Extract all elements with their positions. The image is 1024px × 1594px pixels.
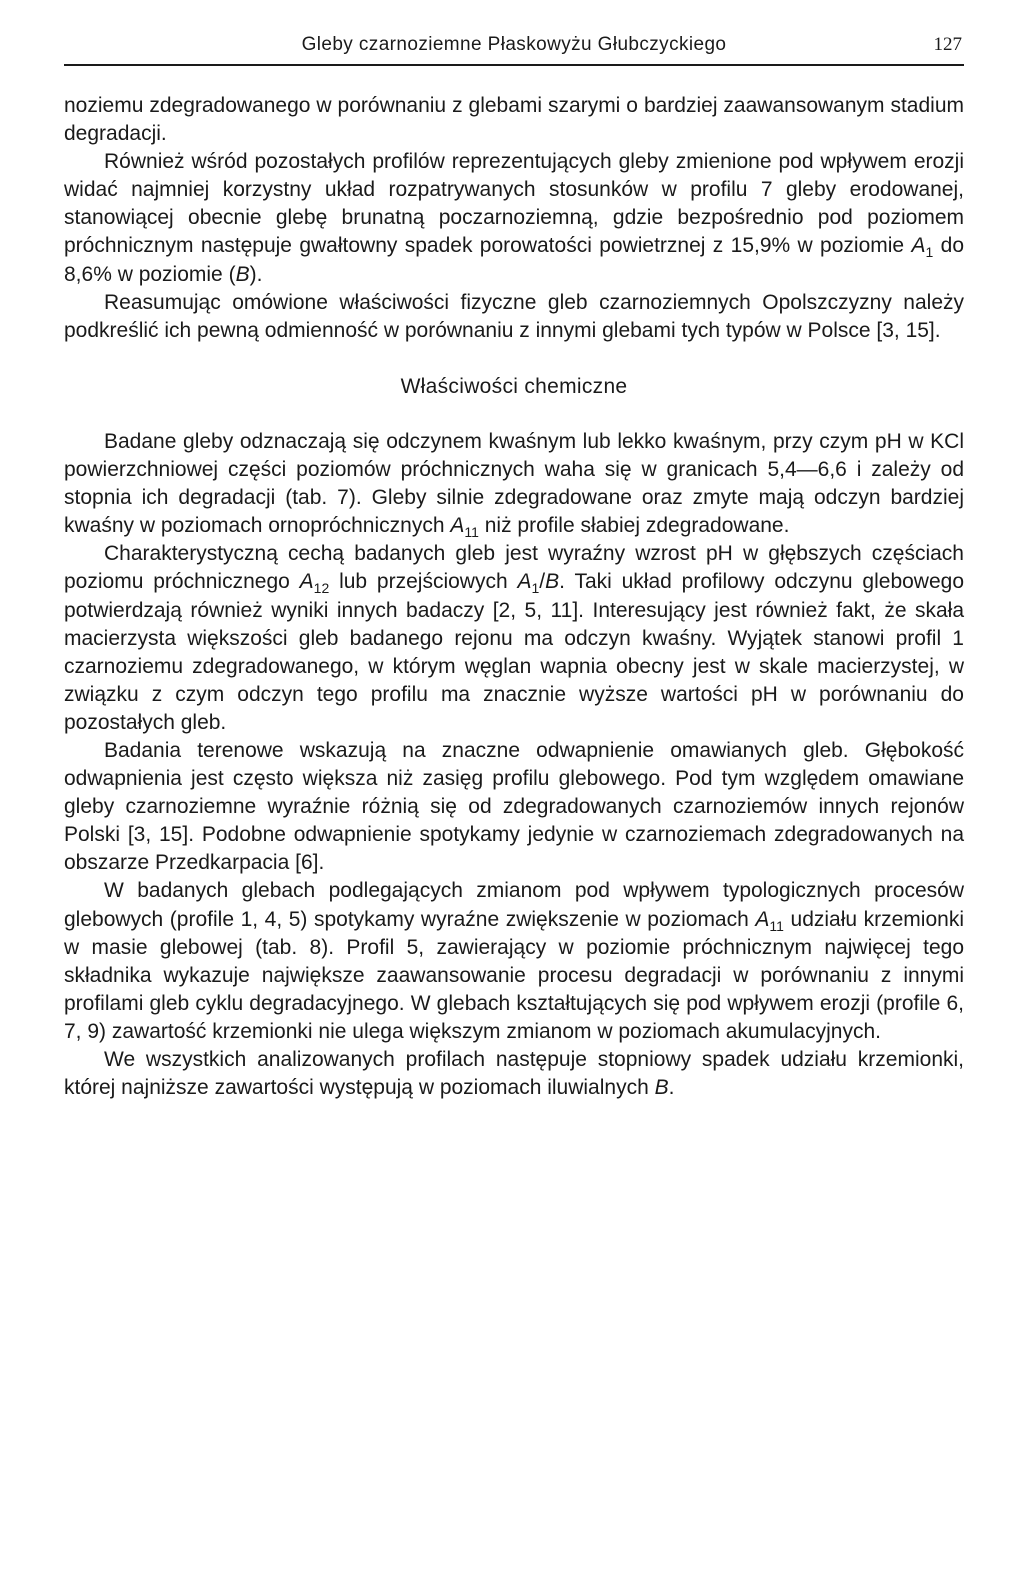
- paragraph: [64, 92, 964, 148]
- text-run: . Taki układ profilowy odczynu glebowego potwierdzają również wyniki innych badaczy [2, 5, 11]. Interesujący jest również fakt, że skała macierzysta większości gleb badanego rejonu ma odczyn kwaśny. Wyjątek stanowi profil 1 czarnoziemu zdegradowanego, w którym węglan wapnia obecny jest w skale macierzystej, w związku z czym odczyn tego profilu ma znacznie wyższe wartości pH w porównaniu do pozostałych gleb.: [64, 570, 965, 734]
- paragraph: [64, 737, 964, 877]
- symbol: B: [235, 262, 250, 286]
- paragraph: [64, 540, 964, 737]
- text-run: Reasumując omówione właściwości fizyczne gleb czarnoziemnych Opolszczyzny należy podkreślić ich pewną odmienność w porównaniu z innymi glebami tych typów w Polsce [3, 15].: [64, 290, 964, 342]
- symbol: A: [911, 234, 926, 258]
- paragraph: [64, 877, 964, 1046]
- page-number: 127: [933, 34, 962, 55]
- paragraph: [64, 289, 964, 345]
- text-run: niż profile słabiej zdegradowane.: [478, 514, 790, 538]
- text-run: W badanych glebach podlegających zmianom pod wpływem typologicznych procesów glebowych (profile 1, 4, 5) spotykamy wyraźne zwiększenie w poziomach: [64, 879, 964, 931]
- text-run: /: [539, 570, 546, 594]
- subscript: 11: [769, 917, 784, 934]
- symbol: B: [545, 570, 560, 594]
- text-run: Badania terenowe wskazują na znaczne odwapnienie omawianych gleb. Głębokość odwapnienia jest często większa niż zasięg profilu glebowego. Pod tym względem omawiane gleby czarnoziemne wyraźnie różnią się od zdegradowanych czarnoziemów innych rejonów Polski [3, 15]. Podobne odwapnienie spotykamy jedynie w czarnoziemach zdegradowanych na obszarze Przedkarpacia [6].: [64, 738, 964, 875]
- symbol: A: [755, 907, 770, 931]
- text-run: noziemu zdegradowanego w porównaniu z glebami szarymi o bardziej zaawansowanym stadium degradacji.: [64, 94, 964, 146]
- text-run: We wszystkich analizowanych profilach następuje stopniowy spadek udziału krzemionki, której najniższe zawartości występują w poziomach iluwialnych: [64, 1048, 964, 1100]
- text-run: .: [668, 1076, 675, 1100]
- symbol: A: [299, 570, 314, 594]
- text-run: Badane gleby odznaczają się odczynem kwaśnym lub lekko kwaśnym, przy czym pH w KCl powierzchniowej części poziomów próchnicznych waha się w granicach 5,4—6,6 i zależy od stopnia ich degradacji (tab. 7). Gleby silnie zdegradowane oraz zmyte mają odczyn bardziej kwaśny w poziomach ornopróchnicznych: [64, 429, 964, 538]
- symbol: A: [450, 514, 465, 538]
- text-run: Charakterystyczną cechą badanych gleb jest wyraźny wzrost pH w głębszych częściach poziomu próchnicznego: [64, 542, 964, 594]
- body-text: [64, 92, 964, 1102]
- running-title: Gleby czarnoziemne Płaskowyżu Głubczyckiego: [301, 34, 727, 55]
- text-run: udziału krzemionki w masie glebowej (tab. 8). Profil 5, zawierający w poziomie próchnicznym najwięcej tego składnika wykazuje największe zaawansowanie procesu degradacji w porównaniu z innymi profilami gleb cyklu degradacyjnego. W glebach kształtujących się pod wpływem erozji (profile 6, 7, 9) zawartość krzemionki nie ulega większym zmianom w poziomach akumulacyjnych.: [64, 907, 964, 1043]
- text-run: lub przejściowych: [329, 570, 518, 594]
- text-run: Również wśród pozostałych profilów reprezentujących gleby zmienione pod wpływem erozji widać najmniej korzystny układ rozpatrywanych stosunków w profilu 7 gleby erodowanej, stanowiącej obecnie glebę brunatną poczarnoziemną, gdzie bezpośrednio pod poziomem próchnicznym następuje gwałtowny spadek porowatości powietrznej z 15,9% w poziomie: [64, 150, 964, 258]
- paragraph: [64, 148, 964, 288]
- subscript: 12: [313, 580, 330, 597]
- subscript: 1: [925, 244, 934, 261]
- subscript: 11: [464, 524, 479, 541]
- running-header: [64, 34, 964, 66]
- paragraph: [64, 1046, 964, 1102]
- symbol: A: [517, 570, 532, 594]
- paragraph: [64, 428, 964, 540]
- section-heading: [64, 373, 964, 401]
- text-run: do 8,6% w poziomie (: [64, 234, 964, 286]
- subscript: 1: [531, 580, 540, 597]
- text-run: Właściwości chemiczne: [400, 374, 628, 398]
- text-run: ).: [249, 262, 263, 286]
- symbol: B: [654, 1076, 669, 1100]
